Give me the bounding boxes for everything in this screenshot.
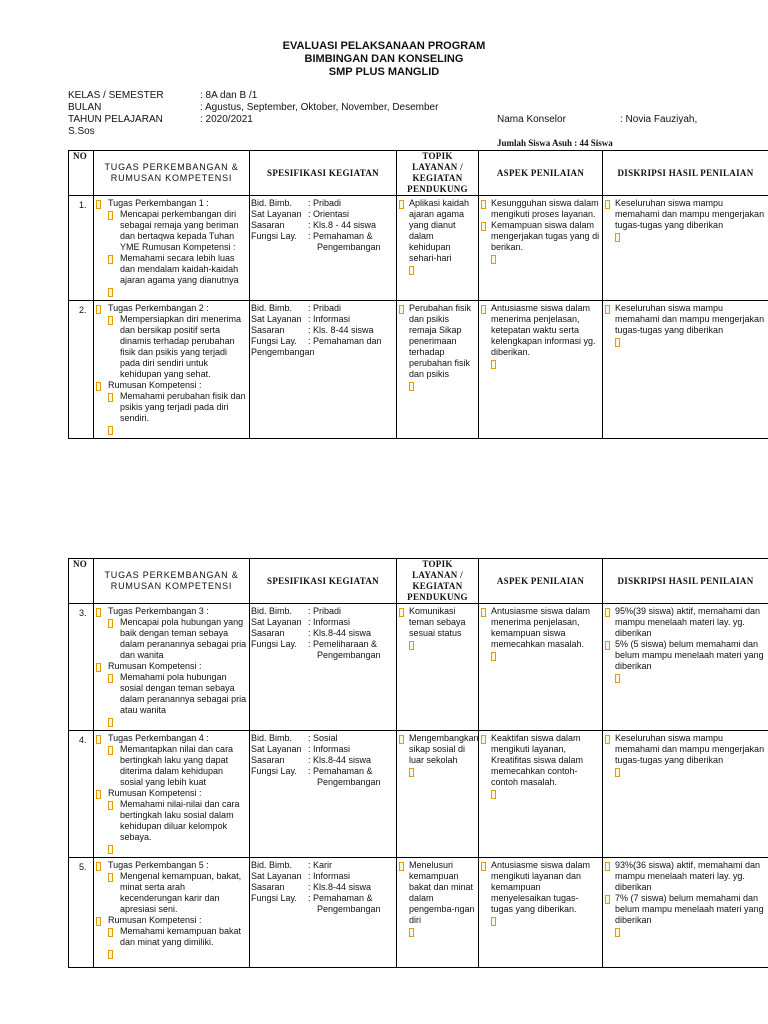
school-name: SMP PLUS MANGLID [328,66,440,78]
spec-key: Sat Layanan [251,209,302,219]
spec-line [251,628,396,639]
spec-line [251,325,396,336]
spec-key: Fungsi Lay. [251,893,297,903]
rumusan-item: Memahami nilai-nilai dan cara bertingkah laku sosial dalam kehidupan diluar kelompok sebaya. [120,799,247,843]
konselor-value: : Novia Fauziyah, [620,114,698,125]
topik-cell [397,196,479,301]
bullet-marker-icon [108,426,113,435]
spec-key: Sasaran [251,882,285,892]
table-row [69,858,768,968]
tugas-title: Tugas Perkembangan 1 : [108,198,247,209]
spec-line [251,893,396,904]
aspek-item: Antusiasme siswa dalam menerima penjelasan, ketepatan waktu serta kelengkapan informasi yg. diberikan. [491,303,600,358]
spec-value: : Pribadi [308,198,342,208]
spec-value: : Kls.8-44 siswa [308,882,372,892]
tugas-item: Mengenal kemampuan, bakat, minat serta arah kecenderungan karir dan apresiasi seni. [120,871,247,915]
rumusan-title: Rumusan Kompetensi : [108,380,247,391]
table-row [69,731,768,858]
col-diskripsi: DISKRIPSI HASIL PENILAIAN [603,151,768,196]
spec-line [251,303,396,314]
topik-text: Perubahan fisik dan psikis remaja Sikap penerimaan terhadap perubahan fisik dan psikis [409,303,476,380]
spec-key: Sasaran [251,325,285,335]
spec-line [251,231,396,242]
bullet-marker-icon [615,233,620,242]
bulan-value: : Agustus, September, Oktober, November, Desember [200,102,439,113]
rumusan-title: Rumusan Kompetensi : [108,661,247,672]
spec-line [251,606,396,617]
aspek-item: Antusiasme siswa dalam mengikuti layanan dan kemampuan menyelesaikan tugas-tugas yang diberikan. [491,860,600,915]
col-topik: TOPIK LAYANAN / KEGIATAN PENDUKUNG [397,559,479,604]
bullet-marker-icon [491,360,496,369]
diskripsi-item: Keseluruhan siswa mampu memahami dan mampu mengerjakan tugas-tugas yang diberikan [615,303,765,335]
rumusan-item: Memahami perubahan fisik dan psikis yang terjadi pada diri sendiri. [120,391,246,423]
topik-text: Komunikasi teman sebaya sesuai status [409,606,476,639]
topik-text: Menelusuri kemampuan bakat dan minat dalam pengemba-ngan diri [409,860,475,925]
table-header-row [69,559,768,604]
spec-key: Sasaran [251,755,285,765]
spec-value: : Pemeliharaan & [308,639,378,649]
spec-line [251,209,396,220]
spec-key: Bid. Bimb. [251,198,293,208]
spec-value: : Informasi [308,314,351,324]
spec-key: Sasaran [251,628,285,638]
tugas-title: Tugas Perkembangan 3 : [108,606,247,617]
tugas-cell [94,301,250,439]
spec-value: Pengembangan [317,904,381,914]
diskripsi-item: 7% (7 siswa) belum memahami dan belum mampu menelaah materi yang diberikan [615,893,766,926]
col-aspek: ASPEK PENILAIAN [479,151,603,196]
spec-value: : Pribadi [308,303,342,313]
row-number: 5. [69,858,94,968]
bullet-marker-icon [491,255,496,264]
bullet-marker-icon [108,718,113,727]
spec-key: Sasaran [251,220,285,230]
row-number: 3. [69,604,94,731]
diskripsi-item: 93%(36 siswa) aktif, memahami dan mampu menelaah materi lay. yg. diberikan [615,860,766,893]
tugas-cell [94,604,250,731]
bullet-marker-icon [108,845,113,854]
tugas-item: Memantapkan nilai dan cara bertingkah laku yang dapat diterima dalam kehidupan sosial yang lebih kuat [120,744,247,788]
aspek-cell [479,858,603,968]
row-number: 2. [69,301,94,439]
spec-value: : Kls.8 - 44 siswa [308,220,377,230]
bullet-marker-icon [491,917,496,926]
table-row [69,604,768,731]
spec-value: Pengembangan [317,242,381,252]
spec-key: Sat Layanan [251,617,302,627]
spec-value: Pengembangan [317,650,381,660]
kelas-value: : 8A dan B /1 [200,90,258,101]
bullet-marker-icon [409,768,414,777]
diskripsi-item: 5% (5 siswa) belum memahami dan belum mampu menelaah materi yang diberikan [615,639,766,672]
table-header-row [69,151,768,196]
spec-value: : Pemahaman & [308,766,373,776]
konselor-suffix: S.Sos [68,126,95,137]
tugas-item: Mencapai pola hubungan yang baik dengan teman sebaya dalam peranannya sebagai pria dan wanita [120,617,247,660]
spec-key: Fungsi Lay. [251,766,297,776]
topik-cell [397,731,479,858]
spec-value: : Pribadi [308,606,342,616]
topik-cell [397,301,479,439]
topik-text: Mengembangkan sikap sosial di luar sekolah [409,733,479,765]
spec-value: : Orientasi [308,209,350,219]
topik-cell [397,604,479,731]
tahun-label: TAHUN PELAJARAN [68,114,163,125]
spec-line [251,860,396,871]
spec-line [251,882,396,893]
table-row [69,301,768,439]
rumusan-title: Rumusan Kompetensi : [108,915,247,926]
rumusan-item: Memahami kemampuan bakat dan minat yang dimiliki. [120,926,247,948]
spec-line [251,617,396,628]
spec-key: Fungsi Lay. [251,336,297,346]
spec-line [251,777,396,788]
tugas-item: Mencapai perkembangan diri sebagai remaja yang beriman dan bertaqwa kepada Tuhan YME Rumusan Kompetensi : [120,209,247,253]
spesifikasi-cell [250,604,397,731]
diskripsi-cell [603,604,768,731]
bullet-marker-icon [108,288,113,297]
spec-key: Sat Layanan [251,871,302,881]
spec-line [251,336,396,347]
bullet-marker-icon [108,950,113,959]
col-diskripsi: DISKRIPSI HASIL PENILAIAN [603,559,768,604]
aspek-item: Kemampuan siswa dalam mengerjakan tugas yang di berikan. [491,220,600,252]
diskripsi-item: Keseluruhan siswa mampu memahami dan mampu mengerjakan tugas-tugas yang diberikan [615,198,765,230]
spec-key: Bid. Bimb. [251,606,293,616]
col-aspek: ASPEK PENILAIAN [479,559,603,604]
aspek-cell [479,196,603,301]
spec-value: : Karir [308,860,333,870]
spesifikasi-cell [250,731,397,858]
spesifikasi-cell [250,858,397,968]
spec-value: : Informasi [308,617,351,627]
spec-value: : Kls.8-44 siswa [308,755,372,765]
bullet-marker-icon [491,652,496,661]
spec-key: Pengembangan [251,347,315,357]
rumusan-item: Memahami pola hubungan sosial dengan teman sebaya dalam peranannya sebagai pria atau wanita [120,672,247,715]
spesifikasi-cell [250,301,397,439]
spec-key: Sat Layanan [251,744,302,754]
aspek-item: Keaktifan siswa dalam mengikuti layanan, Kreatifitas siswa dalam memecahkan contoh-contoh masalah. [491,733,600,788]
spec-value: : Sosial [308,733,338,743]
tugas-cell [94,858,250,968]
spec-value: Pengembangan [317,777,381,787]
diskripsi-cell [603,196,768,301]
aspek-cell [479,731,603,858]
evaluation-table-1 [68,150,768,439]
spec-value: : Pemahaman & [308,893,373,903]
jumlah-siswa: Jumlah Siswa Asuh : 44 Siswa [497,138,613,148]
bullet-marker-icon [409,382,414,391]
bullet-marker-icon [615,674,620,683]
row-number: 1. [69,196,94,301]
aspek-item: Kesungguhan siswa dalam mengikuti proses layanan. [491,198,599,219]
bullet-marker-icon [615,338,620,347]
spec-key: Bid. Bimb. [251,860,293,870]
diskripsi-item: Keseluruhan siswa mampu memahami dan mampu mengerjakan tugas-tugas yang diberikan [615,733,765,765]
diskripsi-cell [603,858,768,968]
kelas-label: KELAS / SEMESTER [68,90,164,101]
row-number: 4. [69,731,94,858]
col-tugas: TUGAS PERKEMBANGAN & RUMUSAN KOMPETENSI [94,559,250,604]
col-topik: TOPIK LAYANAN / KEGIATAN PENDUKUNG [397,151,479,196]
spec-line [251,755,396,766]
col-no: NO [69,559,94,604]
aspek-item: Antusiasme siswa dalam menerima penjelasan, kemampuan siswa memecahkan masalah. [491,606,600,650]
topik-cell [397,858,479,968]
diskripsi-cell [603,731,768,858]
spec-line [251,220,396,231]
spesifikasi-cell [250,196,397,301]
col-tugas: TUGAS PERKEMBANGAN & RUMUSAN KOMPETENSI [94,151,250,196]
bullet-marker-icon [491,790,496,799]
spec-line [251,904,396,915]
spec-line [251,744,396,755]
tugas-item: Memahami secara lebih luas dan mendalam kaidah-kaidah ajaran agama yang dianutnya [120,253,247,286]
bullet-marker-icon [615,928,620,937]
tugas-title: Tugas Perkembangan 5 : [108,860,247,871]
spec-key: Sat Layanan [251,314,302,324]
bulan-label: BULAN [68,102,102,113]
konselor-label: Nama Konselor [497,114,566,125]
spec-line [251,347,396,358]
spec-line [251,733,396,744]
spec-line [251,314,396,325]
spec-value: : Informasi [308,871,351,881]
bullet-marker-icon [409,266,414,275]
table-row [69,196,768,301]
col-spesifikasi: SPESIFIKASI KEGIATAN [250,151,397,196]
aspek-cell [479,604,603,731]
rumusan-title: Rumusan Kompetensi : [108,788,247,799]
topik-text: Aplikasi kaidah ajaran agama yang dianut dalam kehidupan sehari-hari [409,198,476,264]
tugas-cell [94,196,250,301]
bullet-marker-icon [615,768,620,777]
col-spesifikasi: SPESIFIKASI KEGIATAN [250,559,397,604]
diskripsi-cell [603,301,768,439]
col-no: NO [69,151,94,196]
spec-line [251,650,396,661]
tugas-title: Tugas Perkembangan 4 : [108,733,247,744]
spec-key: Bid. Bimb. [251,303,293,313]
tahun-value: : 2020/2021 [200,114,253,125]
spec-line [251,766,396,777]
bullet-marker-icon [409,928,414,937]
spec-value: : Informasi [308,744,351,754]
tugas-title: Tugas Perkembangan 2 : [108,303,247,314]
spec-line [251,198,396,209]
spec-key: Fungsi Lay. [251,231,297,241]
document-subtitle: BIMBINGAN DAN KONSELING [304,53,464,65]
tugas-item: Mempersiapkan diri menerima dan bersikap positif serta dinamis terhadap perubahan fisik dan psikis yang terjadi pada diri sendiri untuk kehidupan yang sehat. [120,314,247,380]
spec-key: Fungsi Lay. [251,639,297,649]
diskripsi-item: 95%(39 siswa) aktif, memahami dan mampu menelaah materi lay. yg. diberikan [615,606,766,639]
evaluation-table-2 [68,558,768,968]
bullet-marker-icon [409,641,414,650]
spec-line [251,242,396,253]
spec-value: : Pemahaman & [308,231,373,241]
tugas-cell [94,731,250,858]
aspek-cell [479,301,603,439]
spec-key: Bid. Bimb. [251,733,293,743]
spec-line [251,639,396,650]
spec-line [251,871,396,882]
spec-value: : Pemahaman dan [308,336,382,346]
spec-value: : Kls.8-44 siswa [308,628,372,638]
spec-value: : Kls. 8-44 siswa [308,325,374,335]
document-title: EVALUASI PELAKSANAAN PROGRAM [282,40,486,52]
